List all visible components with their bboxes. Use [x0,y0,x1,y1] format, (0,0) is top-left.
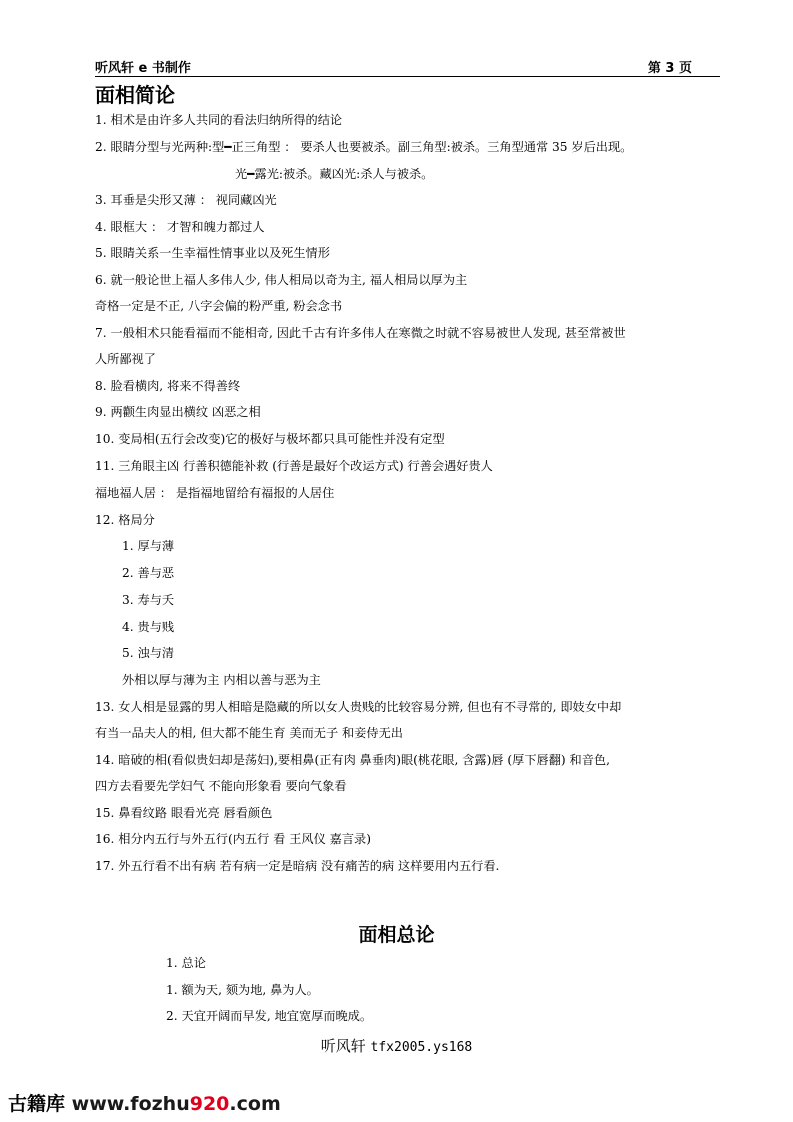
list-item: 1. 厚与薄 [122,539,175,553]
text-line: 光━露光:被杀。藏凶光:杀人与被杀。 [235,167,434,181]
text-line: 13. 女人相是显露的男人相暗是隐藏的所以女人贵贱的比较容易分辨, 但也有不寻常的, 即妓女中却 [95,700,622,714]
text-line: 9. 两颧生肉显出横纹 凶恶之相 [95,405,261,419]
text-line: 8. 脸看横肉, 将来不得善终 [95,379,241,393]
text-line: 4. 眼框大 ： 才智和魄力都过人 [95,220,265,234]
text-line: 1. 相术是由许多人共同的看法归纳所得的结论 [95,113,343,127]
footer-brand: 听风轩 [320,1037,366,1055]
watermark-url-suffix: .com [229,1093,281,1115]
text-line: 福地福人居 ： 是指福地留给有福报的人居住 [95,486,335,500]
header-publisher: 听风轩 e 书制作 [95,61,191,76]
header-page-number: 第 3 页 [647,61,692,76]
watermark-url-number: 920 [189,1093,230,1115]
section-title-mianxiang-jianlun: 面相简论 [95,83,175,107]
text-line: 2. 眼睛分型与光两种:型━正三角型 ： 要杀人也要被杀。副三角型:被杀。三角型通常 35 岁后出现。 [95,140,633,154]
list-item: 2. 善与恶 [122,566,175,580]
section-title-mianxiang-zonglun: 面相总论 [358,924,435,946]
text-line: 人所鄙视了 [95,352,156,366]
footer-brand-line [0,1035,793,1056]
text-line: 奇格一定是不正, 八字会偏的粉严重, 粉会念书 [95,299,343,313]
text-line: 7. 一般相术只能看福而不能相奇, 因此千古有许多伟人在寒微之时就不容易被世人发现, 甚至常被世 [95,326,626,340]
text-line: 17. 外五行看不出有病 若有病一定是暗病 没有痛苦的病 这样要用内五行看. [95,859,500,873]
text-line: 12. 格局分 [95,513,155,527]
list-item: 1. 额为天, 颏为地, 鼻为人。 [166,983,319,997]
text-line: 四方去看要先学妇气 不能向形象看 要向气象看 [95,779,347,793]
text-line: 16. 相分内五行与外五行(内五行 看 王风仪 嘉言录) [95,832,371,846]
list-item: 2. 天宜开阔而早发, 地宜宽厚而晚成。 [166,1009,373,1023]
text-line: 6. 就一般论世上福人多伟人少, 伟人相局以奇为主, 福人相局以厚为主 [95,273,468,287]
list-item: 4. 贵与贱 [122,620,175,634]
watermark-url-prefix: www.fozhu [71,1093,190,1115]
list-item: 3. 寿与夭 [122,593,175,607]
text-line: 14. 暗破的相(看似贵妇却是荡妇),要相鼻(正有肉 鼻垂肉)眼(桃花眼, 含露)唇 (厚下唇翻) 和音色, [95,753,610,767]
list-item: 5. 浊与清 [122,646,175,660]
text-line: 外相以厚与薄为主 内相以善与恶为主 [122,673,321,687]
text-line: 11. 三角眼主凶 行善积德能补救 (行善是最好个改运方式) 行善会遇好贵人 [95,459,493,473]
watermark-site-name: 古籍库 [8,1093,66,1115]
page-header [95,56,720,77]
footer-code: tfx2005.ys168 [370,1040,473,1055]
list-item: 1. 总论 [166,956,206,970]
text-line: 有当一品夫人的相, 但大都不能生育 美而无子 和妾侍无出 [95,726,403,740]
text-line: 10. 变局相(五行会改变)它的极好与极坏都只具可能性并没有定型 [95,432,445,446]
text-line: 15. 鼻看纹路 眼看光亮 唇看颜色 [95,806,273,820]
site-watermark [8,1089,281,1116]
text-line: 3. 耳垂是尖形又薄 ： 视同藏凶光 [95,193,277,207]
text-line: 5. 眼睛关系一生幸福性情事业以及死生情形 [95,246,330,260]
